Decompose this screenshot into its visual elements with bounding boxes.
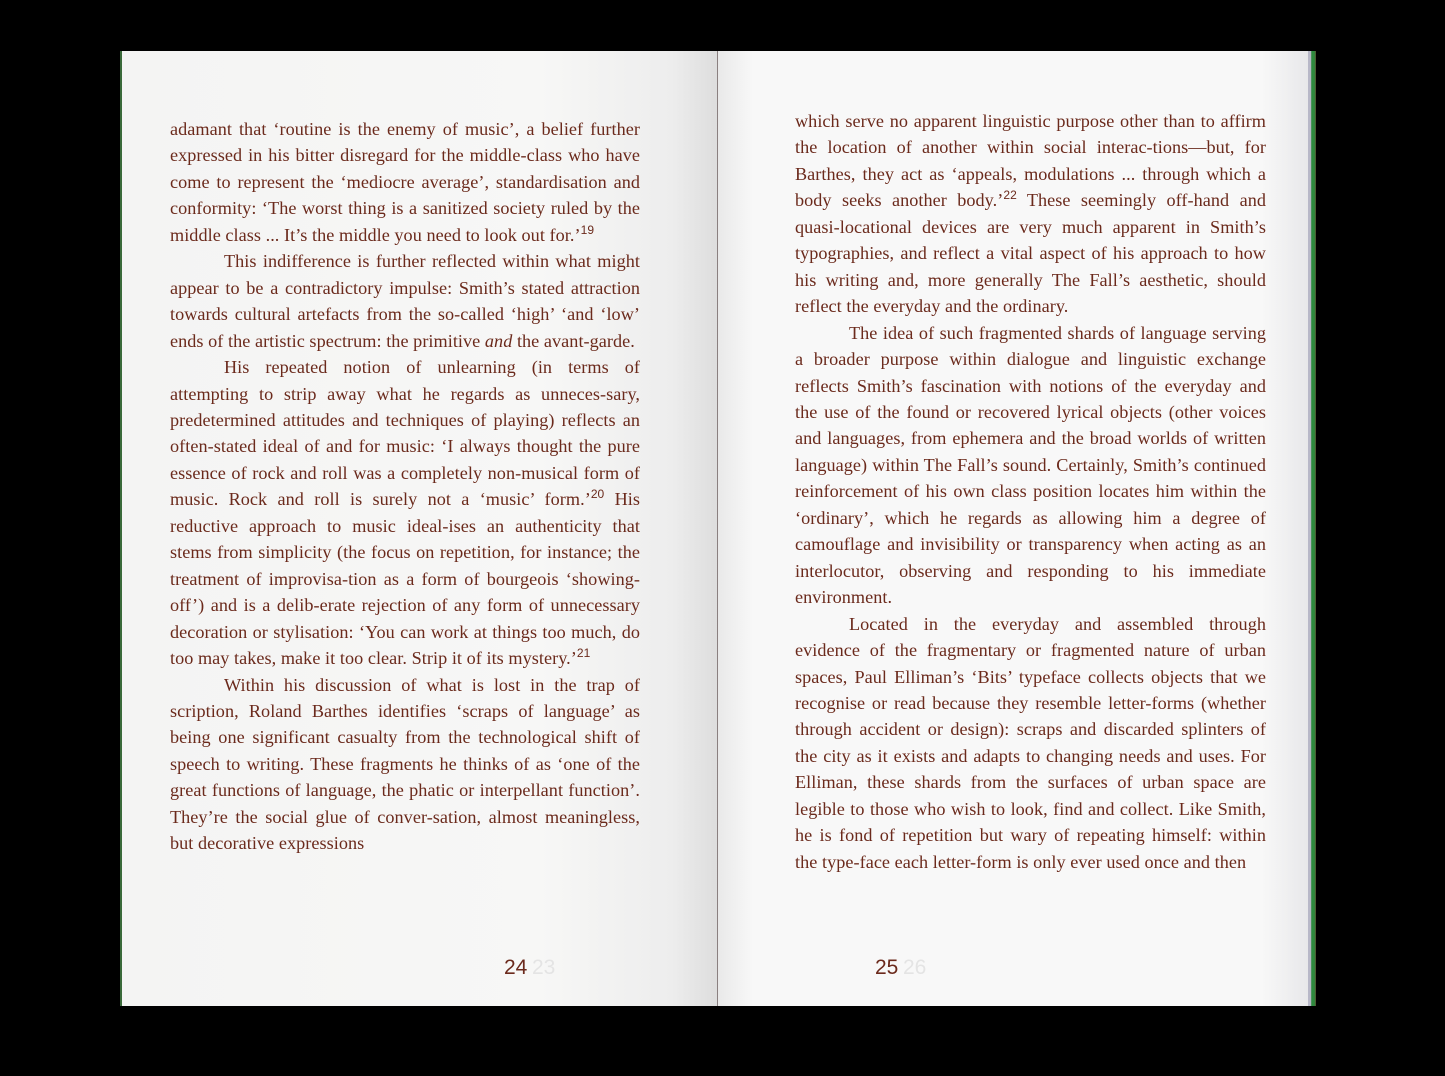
footnote-marker: 22 bbox=[1003, 188, 1017, 203]
paragraph: His repeated notion of unlearning (in terms of attempting to strip away what he regards as unneces-sary, predetermined attitudes and techniques of playing) reflects an often-stated ideal of and for music: ‘I always thought the pure essence of rock and roll was a completely non-musical form of music. Rock and roll is surely not a ‘music’ form.’$^{20}$ His reductive approach to music ideal-ises an authenticity that stems from simplicity (the focus on repetition, for instance; the treatment of improvisa-tion as a form of bourgeois ‘showing-off’) and is a delib-erate rejection of any form of unnecessary decoration or stylisation: ‘You can work at things too much, do too may takes, make it too clear. Strip it of its mystery.’$^{21}$ bbox=[170, 357, 640, 669]
paragraph: Located in the everyday and assembled through evidence of the fragmentary or fragmented nature of urban spaces, Paul Elliman’s ‘Bits’ typeface collects objects that we recognise or read because they resemble letter-forms (whether through accident or design): scraps and discarded splinters of the city as it exists and adapts to changing needs and uses. For Elliman, these shards from the surfaces of urban space are legible to those who wish to look, find and collect. Like Smith, he is fond of repetition but wary of repeating himself: within the type-face each letter-form is only ever used once and then bbox=[795, 613, 1266, 872]
right-body-text bbox=[795, 108, 1266, 875]
left-page bbox=[120, 51, 720, 1006]
footnote-marker: 19 bbox=[580, 222, 595, 237]
emphasis: and bbox=[484, 330, 513, 351]
paragraph: adamant that ‘routine is the enemy of music’, a belief further expressed in his bitter disregard for the middle-class who have come to represent the ‘mediocre average’, standardisation and conformity: ‘The worst thing is a sanitized society ruled by the middle class ... It’s the middle you need to look out for.’$^{19}$ bbox=[170, 119, 640, 245]
paragraph: The idea of such fragmented shards of language serving a broader purpose within dialogue and linguistic exchange reflects Smith’s fascination with notions of the everyday and the use of the found or recovered lyrical objects (other voices and languages, from ephemera and the broad worlds of written language) within The Fall’s sound. Certainly, Smith’s continued reinforcement of his own class position locates him within the ‘ordinary’, which he regards as allowing him a degree of camouflage and invisibility or transparency when acting as an interlocutor, observing and responding to his immediate environment. bbox=[795, 322, 1266, 608]
right-page bbox=[718, 51, 1308, 1006]
show-through-page-number: 26 bbox=[903, 956, 927, 979]
page-number-left: 24 bbox=[504, 956, 528, 979]
left-body-text bbox=[170, 116, 640, 857]
show-through-page-number: 23 bbox=[532, 956, 556, 979]
green-cover-edge bbox=[1308, 51, 1316, 1006]
footnote-marker: 21 bbox=[576, 646, 591, 661]
paragraph: Within his discussion of what is lost in the trap of scription, Roland Barthes identifies ‘scraps of language’ as being one significant casualty from the technological shift of speech to writing. These fragments he thinks of as ‘one of the great functions of language, the phatic or interpellant function’. They’re the social glue of conver-sation, almost meaningless, but decorative expressions bbox=[170, 674, 640, 854]
page-number-right: 25 bbox=[875, 956, 899, 979]
paragraph: which serve no apparent linguistic purpose other than to affirm the location of another within social interac-tions—but, for Barthes, they act as ‘appeals, modulations ... through which a body seeks another body.’$^{22}$ These seemingly off-hand and quasi-locational devices are very much apparent in Smith’s typographies, and reflect a vital aspect of his approach to how his writing and, more generally The Fall’s aesthetic, should reflect the everyday and the ordinary. bbox=[795, 111, 1266, 317]
paragraph: This indifference is further reflected within what might appear to be a contradictory impulse: Smith’s stated attraction towards cultural artefacts from the so-called ‘high’ ‘and ‘low’ ends of the artistic spectrum: the primitive and the avant-garde. bbox=[170, 251, 640, 351]
footnote-marker: 20 bbox=[590, 487, 605, 502]
